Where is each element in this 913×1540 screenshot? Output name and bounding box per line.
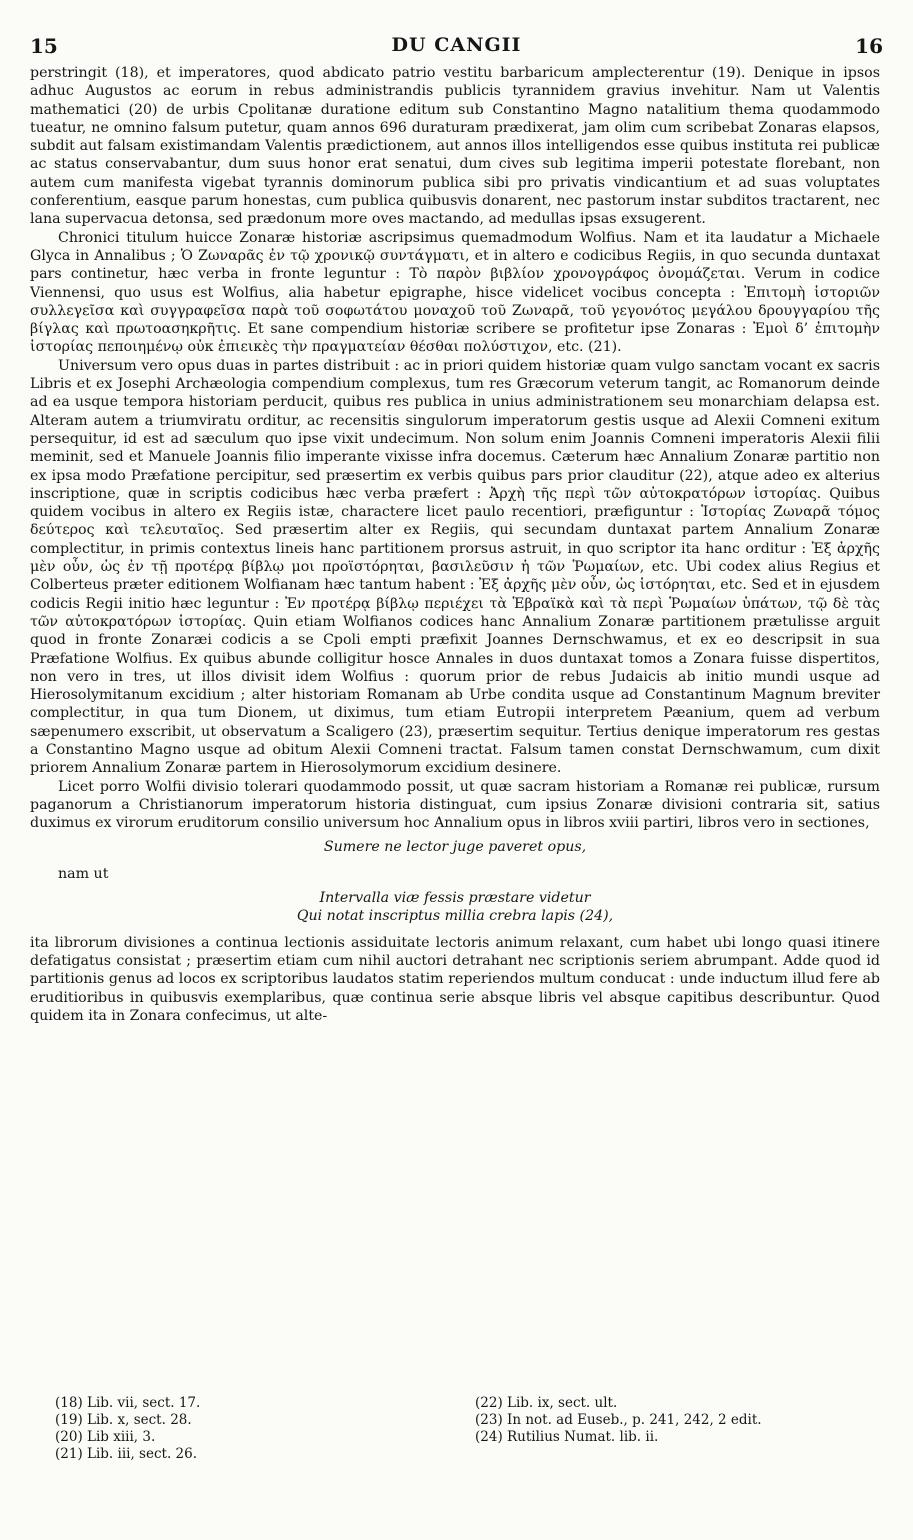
footnote-23: (23) In not. ad Euseb., p. 241, 242, 2 edit. — [475, 1412, 762, 1428]
footnotes-right-column — [475, 1395, 875, 1463]
page-number-left: 15 — [30, 34, 58, 58]
footnote-24: (24) Rutilius Numat. lib. ii. — [475, 1429, 659, 1445]
footnotes-left-column — [55, 1395, 455, 1463]
verse-1-line: Sumere ne lector juge paveret opus, — [323, 839, 587, 856]
verse-quote-2 — [30, 889, 880, 926]
page-header — [30, 34, 883, 62]
verse-2-line-2: Qui notat inscriptus millia crebra lapis (24), — [296, 908, 614, 925]
paragraph-3: Universum vero opus duas in partes distribuit : ac in priori quidem historiæ quam vulgo sanctam vocant ex sacris Libris et ex Josephi Archæologia compendium complexus, tum res Græcorum veterum tangit, ac Romanorum deinde ad ea usque tempora historiam perducit, quibus res publica in unius administrationem seu monarchiam delapsa est. Alteram autem a triumviratu orditur, ac recensitis singulorum imperatorum gestis usque ad Alexii Comneni exitum persequitur, id est ad sæculum quo ipse vixit undecimum. Non solum enim Joannis Comneni imperatoris Alexii filii meminit, sed et Manuele Joannis filio imperante vixisse infra docemus. Cæterum hæc Annalium Zonaræ partitio non ex ipsa modo Præfatione percipitur, sed præsertim ex verbis quibus pars prior clauditur (22), atque adeo ex alterius inscriptione, quæ in scriptis codicibus hæc verba præfert : Ἀρχὴ τῆς περὶ τῶν αὐτοκρατόρων ἱστορίας. Quibus quidem vocibus in altero ex Regiis istæ, charactere licet paulo recentiori, præfiguntur : Ἱστορίας Ζωναρᾶ τόμος δεύτερος καὶ τελευταῖος. Sed præsertim alter ex Regiis, qui secundam duntaxat partem Annalium Zonaræ complectitur, in primis contextus lineis hanc partitionem prorsus astruit, in quo scriptor ita hanc orditur : Ἐξ ἀρχῆς μὲν οὖν, ὡς ἐν τῇ προτέρᾳ βίβλῳ μοι προϊστόρηται, βασιλεῦσιν ἡ τῶν Ῥωμαίων, etc. Ubi codex alius Regius et Colberteus præter editionem Wolfianam hæc tantum habent : Ἐξ ἀρχῆς μὲν οὖν, ὡς ἱστόρηται, etc. Sed et in ejusdem codicis Regii initio hæc leguntur : Ἐν προτέρᾳ βίβλῳ περιέχει τὰ Ἑβραϊκὰ καὶ τὰ περὶ Ῥωμαίων ὑπάτων, τῷ δὲ τὰς τῶν αὐτοκρατόρων ἱστορίας. Quin etiam Wolfianos codices hanc Annalium Zonaræ partitionem prætulisse arguit quod in fronte Zonaræi codicis a se Cpoli empti præfixit Joannes Dernschwamus, et ex eo descripsit in sua Præfatione Wolfius. Ex quibus abunde colligitur hosce Annales in duos duntaxat tomos a Zonara fuisse dispertitos, non vero in tres, ut illos divisit idem Wolfius : quorum prior de rebus Judaicis ab initio mundi usque ad Hierosolymitanum excidium ; alter historiam Romanam ab Urbe condita usque ad Constantinum Magnum breviter complectitur, in qua tum Dionem, ut diximus, tum etiam Eutropii interpretem Pæanium, quem ad verbum sæpenumero exscribit, ut observatum a Scaligero (23), præsertim sequitur. Tertius denique imperatorum res gestas a Constantino Magno usque ad obitum Alexii Comneni tractat. Falsum tamen constat Dernschwamum, cum dixit priorem Annalium Zonaræ partem in Hierosolymorum excidium desinere. — [30, 357, 880, 777]
verse-quote-1 — [30, 838, 880, 856]
footnote-18: (18) Lib. vii, sect. 17. — [55, 1395, 201, 1411]
paragraph-final: ita librorum divisiones a continua lectionis assiduitate lectoris animum relaxant, cum habet ubi longo quasi itinere defatigatus consistat ; præsertim etiam cum nihil auctori detrahant nec scriptionis seriem abrumpant. Adde quod id partitionis genus ad locos ex scriptoribus laudatos statim reperiendos multum conducat : unde inductum illud fere ab eruditioribus in quibusvis exemplaribus, quæ continua serie absque libris vel absque capitibus describuntur. Quod quidem ita in Zonara confecimus, ut alte- — [30, 934, 880, 1024]
footnotes — [55, 1395, 875, 1463]
page-number-right: 16 — [855, 34, 883, 58]
paragraph-2: Chronici titulum huicce Zonaræ historiæ ascripsimus quemadmodum Wolfius. Nam et ita laudatur a Michaele Glyca in Annalibus ; Ὁ Ζωναρᾶς ἐν τῷ χρονικῷ συντάγματι, et in altero e codicibus Regiis, in quo secunda duntaxat pars continetur, hæc verba in fronte leguntur : Τὸ παρὸν βιβλίον χρονογράφος ὀνομάζεται. Verum in codice Viennensi, quo usus est Wolfius, alia habetur epigraphe, hisce videlicet vocibus concepta : Ἐπιτομὴ ἱστοριῶν συλλεγεῖσα καὶ συγγραφεῖσα παρὰ τοῦ σοφωτάτου μοναχοῦ τοῦ Ζωναρᾶ, τοῦ γεγονότος μεγάλου δρουγγαρίου τῆς βίγλας καὶ πρωτοασηκρῆτις. Et sane compendium historiæ scribere se profitetur ipse Zonaras : Ἐμοὶ δ’ ἐπιτομὴν ἱστορίας πεποιημένῳ οὐκ ἐπιεικὲς τὴν πραγματείαν θέσθαι πολύστιχον, etc. (21). — [30, 229, 880, 356]
nam-ut-text: nam ut — [58, 865, 109, 882]
paragraph-1: perstringit (18), et imperatores, quod abdicato patrio vestitu barbaricum amplecterentur (19). Denique in ipsos adhuc Augustos ac eorum in rebus administrandis publicis tyrannidem gravius invehitur. Nam ut Valentis mathematici (20) de urbis Cpolitanæ duratione editum sub Constantino Magno natalitium thema quodammodo tueatur, ne omnino falsum putetur, quam annos 696 duraturam prædixerat, jam olim cum scribebat Zonaras elapsos, subdit aut falsam existimandam Valentis prædictionem, aut annos illos intelligendos esse quibus instituta rei publicæ ac status conservabantur, dum suus honor erat senatui, dum cives sub legitima imperii potestate florebant, non autem cum manifesta vigebat tyrannis dominorum publica sibi pro privatis vindicantium et ad suas voluptates conferentium, easque parum honestas, cum publica quibusvis donarent, nec pastorum instar subditos tractarent, nec lana supervacua detonsa, sed prædonum more oves mactando, ad medullas ipsas exsugerent. — [30, 65, 880, 228]
footnote-20: (20) Lib xiii, 3. — [55, 1429, 156, 1445]
footnote-22: (22) Lib. ix, sect. ult. — [475, 1395, 618, 1411]
footnote-19: (19) Lib. x, sect. 28. — [55, 1412, 192, 1428]
main-text — [30, 64, 880, 1025]
running-title: DU CANGII — [391, 34, 522, 56]
paragraph-4: Licet porro Wolfii divisio tolerari quodammodo possit, ut quæ sacram historiam a Romanæ rei publicæ, rursum paganorum a Christianorum imperatorum historia distinguat, cum ipsius Zonaræ divisioni contraria sit, satius duximus ex virorum eruditorum consilio universum hoc Annalium opus in libros xviii partiri, libros vero in sectiones, — [30, 778, 880, 832]
verse-2-line-1: Intervalla viæ fessis præstare videtur — [319, 890, 591, 907]
footnote-21: (21) Lib. iii, sect. 26. — [55, 1446, 198, 1462]
